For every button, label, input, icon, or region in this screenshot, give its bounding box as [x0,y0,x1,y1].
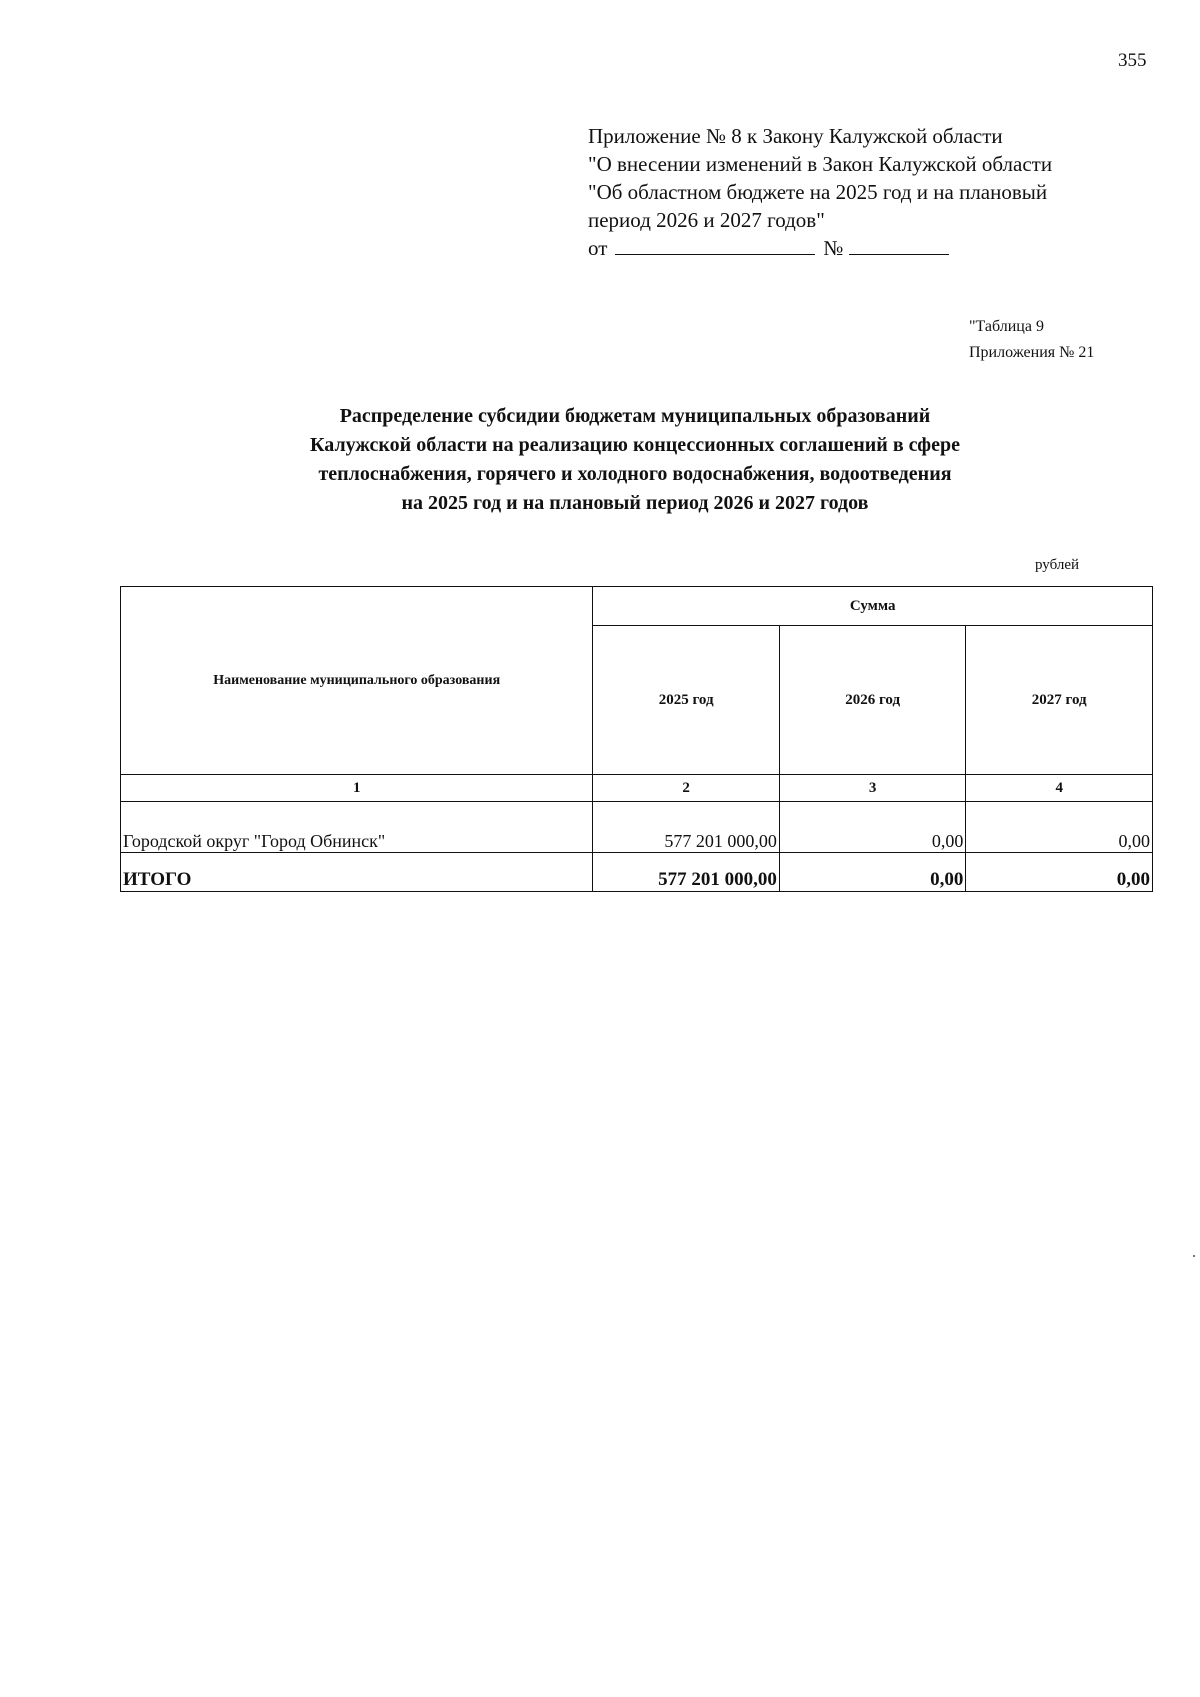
total-label: ИТОГО [121,853,593,892]
page-number: 355 [1118,50,1147,71]
value-2027: 0,00 [966,802,1153,853]
column-index: 4 [966,775,1153,802]
scan-artifact [1193,1255,1195,1257]
total-2026: 0,00 [779,853,966,892]
table-ref-line-2: Приложения № 21 [969,344,1095,361]
number-prefix: № [823,236,844,260]
title-line-1: Распределение субсидии бюджетам муниципальных образований [339,405,931,427]
municipality-name: Городской округ "Город Обнинск" [121,802,593,853]
appendix-block [588,122,1128,262]
number-blank [849,236,949,255]
table-reference [969,314,1094,366]
title-line-3: теплоснабжения, горячего и холодного водоснабжения, водоотведения [318,463,952,485]
total-2025: 577 201 000,00 [593,853,780,892]
header-row-1 [121,587,1153,626]
header-year-2025: 2025 год [593,626,780,775]
value-2026: 0,00 [779,802,966,853]
column-index: 2 [593,775,780,802]
appendix-line-3: "Об областном бюджете на 2025 год и на плановый [588,180,1048,204]
appendix-date-number-line [588,234,1128,262]
table-ref-line-1: "Таблица 9 [969,318,1044,335]
date-blank [615,236,815,255]
column-index-row [121,775,1153,802]
header-year-2026: 2026 год [779,626,966,775]
appendix-line-1: Приложение № 8 к Закону Калужской области [588,124,1003,148]
subsidy-table [120,586,1153,892]
document-title [240,402,1030,518]
value-2025: 577 201 000,00 [593,802,780,853]
total-2027: 0,00 [966,853,1153,892]
table-row [121,802,1153,853]
appendix-line-4: период 2026 и 2027 годов" [588,208,825,232]
appendix-line-2: "О внесении изменений в Закон Калужской области [588,152,1053,176]
units-label: рублей [1035,557,1080,573]
total-row [121,853,1153,892]
title-line-4: на 2025 год и на плановый период 2026 и 2027 годов [401,492,869,514]
column-index: 3 [779,775,966,802]
column-index: 1 [121,775,593,802]
header-name: Наименование муниципального образования [121,587,593,775]
header-year-2027: 2027 год [966,626,1153,775]
header-sum: Сумма [593,587,1153,626]
date-prefix: от [588,236,608,260]
title-line-2: Калужской области на реализацию концессионных соглашений в сфере [310,434,960,456]
